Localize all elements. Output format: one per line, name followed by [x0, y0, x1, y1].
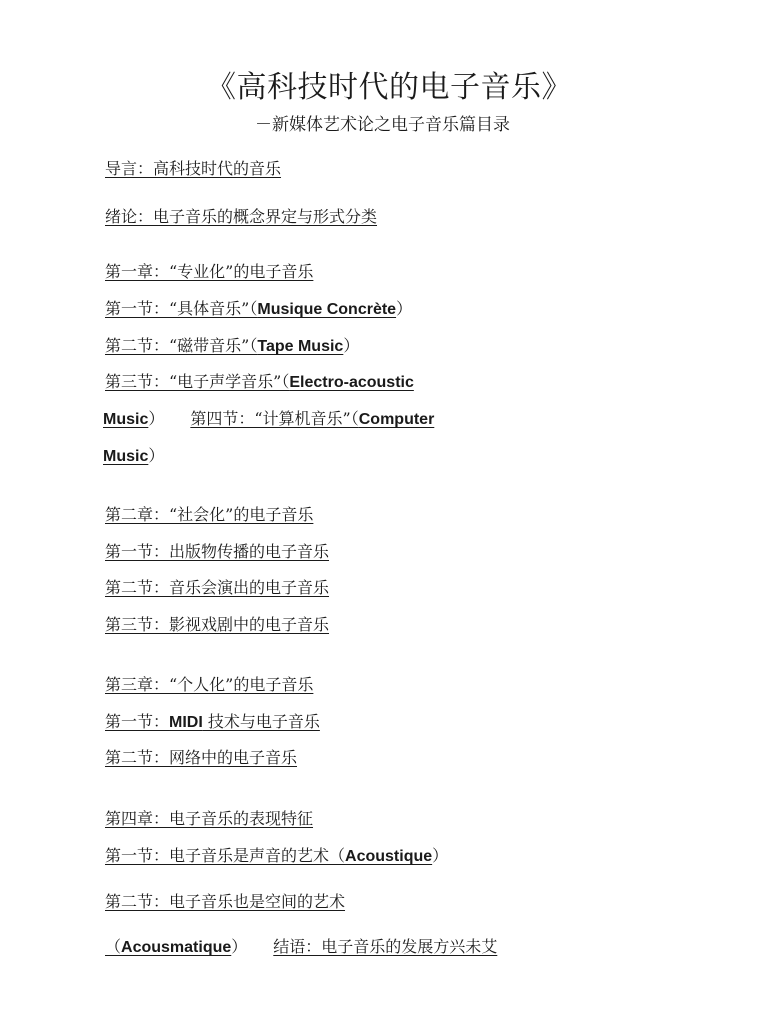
toc-ch1-section2-link[interactable]: [105, 335, 359, 358]
toc-chapter1-link[interactable]: 第一章：“专业化”的电子音乐: [105, 262, 314, 281]
toc-ch3-s1-en: MIDI: [169, 714, 203, 731]
toc-ch3-section1-link[interactable]: [105, 711, 320, 734]
toc-ch1-s3-close: ）: [148, 409, 165, 428]
toc-ch3-section2-link[interactable]: 第二节：网络中的电子音乐: [105, 748, 298, 767]
toc-chapter3-link[interactable]: 第三章：“个人化”的电子音乐: [105, 675, 314, 694]
toc-ch4-section2-link[interactable]: 第二节：电子音乐也是空间的艺术: [105, 892, 346, 911]
toc-ch2-section1-link[interactable]: 第一节：出版物传播的电子音乐: [105, 542, 330, 561]
document-subtitle: －新媒体艺术论之电子音乐篇目录: [255, 115, 510, 135]
toc-ch1-s4-en-b: Music: [103, 448, 149, 465]
toc-intro-link[interactable]: 导言：高科技时代的音乐: [105, 159, 282, 178]
toc-ch1-section4-line[interactable]: [103, 445, 164, 468]
toc-ch4-s2-conclusion-line[interactable]: [105, 936, 497, 959]
toc-ch1-s1-cn: 第一节：“具体音乐”（: [105, 299, 258, 318]
toc-ch4-s1-en: Acoustique: [345, 848, 433, 865]
toc-ch1-s2-en: Tape Music: [257, 338, 344, 355]
toc-ch4-s1-cn: 第一节：电子音乐是声音的艺术（: [105, 846, 346, 865]
toc-ch1-s2-close: ）: [343, 336, 360, 355]
toc-ch1-s3-cn: 第三节：“电子声学音乐”（: [105, 372, 290, 391]
toc-ch4-s2-en: Acousmatique: [121, 939, 232, 956]
toc-ch1-s1-en: Musique Concrète: [257, 301, 397, 318]
toc-ch1-section3-link[interactable]: [105, 371, 414, 394]
toc-ch1-section1-link[interactable]: [105, 298, 412, 321]
document-title: 《高科技时代的电子音乐》: [206, 70, 572, 105]
toc-conclusion-link[interactable]: 结语：电子音乐的发展方兴未艾: [273, 937, 498, 956]
toc-ch3-s1-rest: 技术与电子音乐: [202, 712, 320, 731]
toc-ch3-s1-cn: 第一节：: [105, 712, 170, 731]
toc-ch1-s4-close: ）: [148, 446, 165, 465]
toc-ch4-s2-open: （: [105, 937, 122, 956]
toc-ch1-s4-cn: 第四节：“计算机音乐”（: [190, 409, 359, 428]
toc-ch2-section2-link[interactable]: 第二节：音乐会演出的电子音乐: [105, 578, 330, 597]
toc-ch1-s3-en-b: Music: [103, 411, 149, 428]
toc-prologue-link[interactable]: 绪论：电子音乐的概念界定与形式分类: [105, 207, 378, 226]
toc-chapter4-link[interactable]: 第四章：电子音乐的表现特征: [105, 809, 314, 828]
toc-ch1-s3-en-a: Electro-acoustic: [289, 374, 414, 391]
toc-ch4-s1-close: ）: [432, 846, 449, 865]
toc-chapter2-link[interactable]: 第二章：“社会化”的电子音乐: [105, 505, 314, 524]
toc-ch1-s2-cn: 第二节：“磁带音乐”（: [105, 336, 258, 355]
toc-ch1-section3-4-line[interactable]: [103, 408, 434, 431]
toc-ch2-section3-link[interactable]: 第三节：影视戏剧中的电子音乐: [105, 615, 330, 634]
toc-ch1-s1-close: ）: [396, 299, 413, 318]
toc-ch4-s2-close: ）: [231, 937, 248, 956]
toc-ch1-s4-en-a: Computer: [358, 411, 435, 428]
toc-ch4-section1-link[interactable]: [105, 845, 448, 868]
